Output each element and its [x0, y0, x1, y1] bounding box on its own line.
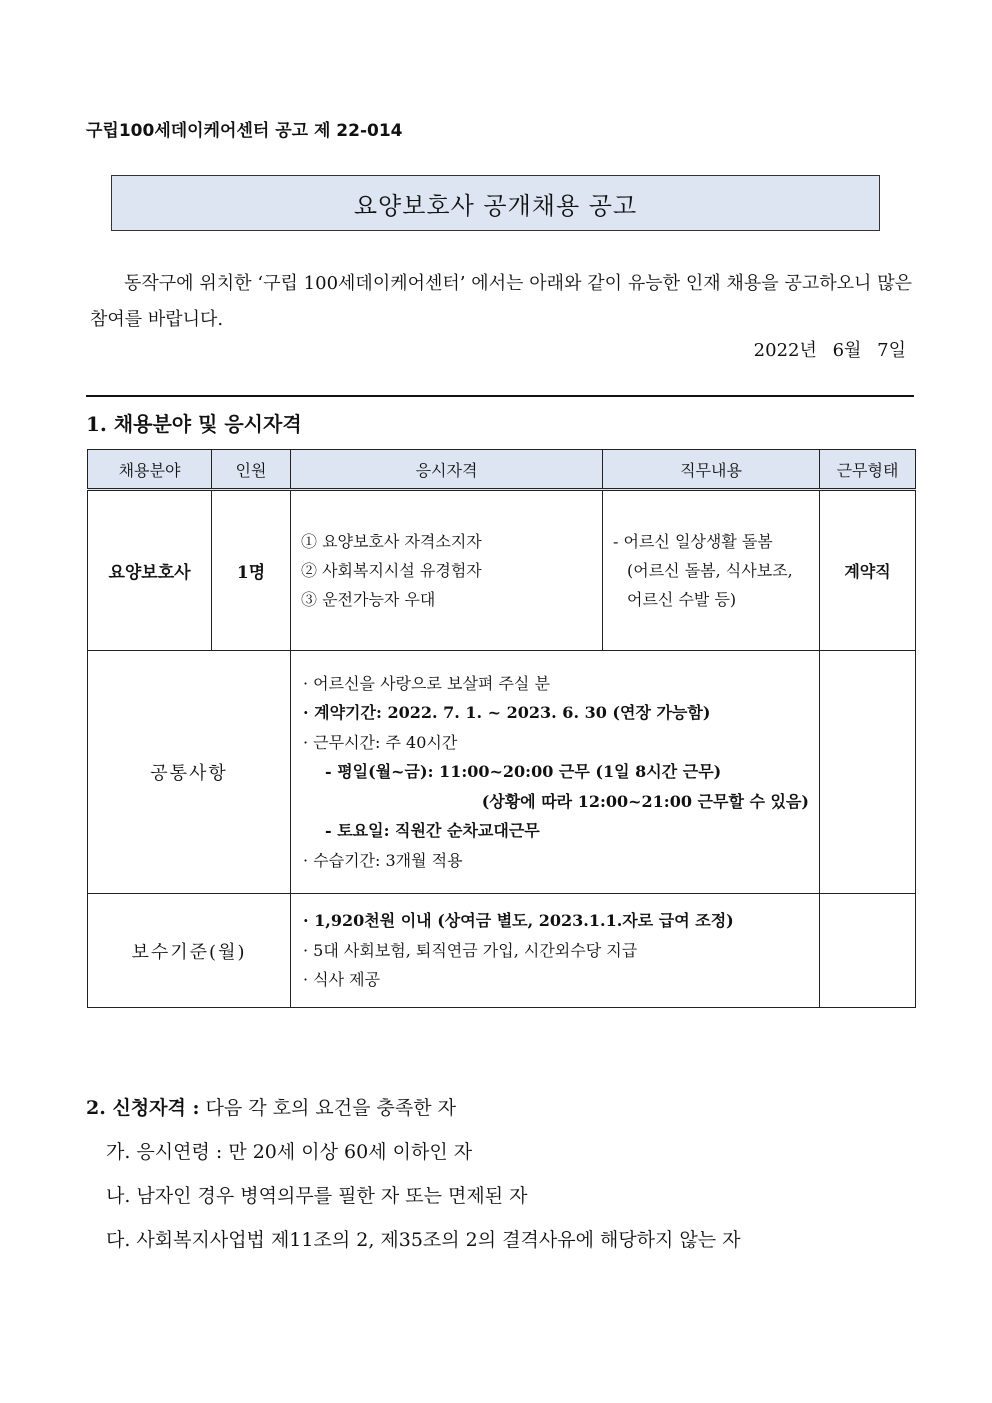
empty-cell — [820, 651, 916, 894]
notice-number: 구립100세데이케어센터 공고 제 22-014 — [86, 121, 403, 141]
col-header-duties: 직무내용 — [603, 450, 820, 490]
section2 — [86, 1086, 741, 1262]
recruitment-table — [87, 449, 916, 1008]
qualification-item: ③ 운전가능자 우대 — [301, 590, 436, 609]
duty-line: (어르신 돌봄, 식사보조, — [627, 561, 793, 580]
intro-paragraph — [90, 266, 912, 338]
common-line: (상황에 따라 12:00~21:00 근무할 수 있음) — [481, 791, 809, 811]
section2-heading — [86, 1086, 741, 1130]
col-header-count: 인원 — [212, 450, 291, 490]
common-line: - 평일(월~금): 11:00~20:00 근무 (1일 8시간 근무) — [325, 762, 722, 782]
pay-line: · 식사 제공 — [303, 970, 381, 990]
col-header-qualification: 응시자격 — [291, 450, 603, 490]
list-item: 가. 응시연령 : 만 20세 이상 60세 이하인 자 — [106, 1141, 473, 1163]
duty-line: - 어르신 일상생활 돌봄 — [613, 532, 773, 551]
qualification-cell — [291, 490, 603, 651]
table-row — [88, 894, 916, 1008]
list-item: 다. 사회복지사업법 제11조의 2, 제35조의 2의 결격사유에 해당하지 않는 자 — [106, 1229, 741, 1251]
table-row — [88, 490, 916, 651]
duty-line: 어르신 수발 등) — [627, 590, 737, 609]
empty-cell — [820, 894, 916, 1008]
common-line: · 계약기간: 2022. 7. 1. ~ 2023. 6. 30 (연장 가능함) — [303, 703, 711, 723]
qualification-item: ② 사회복지시설 유경험자 — [301, 561, 482, 580]
common-line: · 수습기간: 3개월 적용 — [303, 850, 463, 870]
pay-line: · 1,920천원 이내 (상여금 별도, 2023.1.1.자로 급여 조정) — [303, 911, 734, 931]
duties-cell — [603, 490, 820, 651]
count-cell: 1명 — [212, 490, 291, 651]
qualification-item: ① 요양보호사 자격소지자 — [301, 532, 482, 551]
field-cell: 요양보호사 — [88, 490, 212, 651]
common-line: - 토요일: 직원간 순차교대근무 — [325, 821, 540, 841]
type-cell: 계약직 — [820, 490, 916, 651]
intro-text: 동작구에 위치한 ‘구립 100세데이케어센터’ 에서는 아래와 같이 유능한 인재 채용을 공고하오니 많은 참여를 바랍니다. — [90, 273, 912, 330]
common-label: 공통사항 — [88, 651, 291, 894]
col-header-field: 채용분야 — [88, 450, 212, 490]
announcement-date: 2022년 6월 7일 — [753, 340, 906, 361]
pay-line: · 5대 사회보험, 퇴직연금 가입, 시간외수당 지급 — [303, 940, 638, 960]
table-header-row — [88, 450, 916, 490]
section1-heading: 1. 채용분야 및 응시자격 — [86, 412, 302, 436]
common-line: · 근무시간: 주 40시간 — [303, 732, 458, 752]
pay-label: 보수기준(월) — [88, 894, 291, 1008]
table-row — [88, 651, 916, 894]
pay-details — [291, 894, 820, 1008]
common-details — [291, 651, 820, 894]
section2-heading-rest: 다음 각 호의 요건을 충족한 자 — [199, 1097, 456, 1119]
list-item: 나. 남자인 경우 병역의무를 필한 자 또는 면제된 자 — [106, 1185, 528, 1207]
section2-heading-bold: 2. 신청자격 : — [86, 1097, 200, 1119]
col-header-type: 근무형태 — [820, 450, 916, 490]
page-title: 요양보호사 공개채용 공고 — [111, 175, 880, 231]
divider — [86, 395, 914, 397]
common-line: · 어르신을 사랑으로 보살펴 주실 분 — [303, 673, 550, 693]
